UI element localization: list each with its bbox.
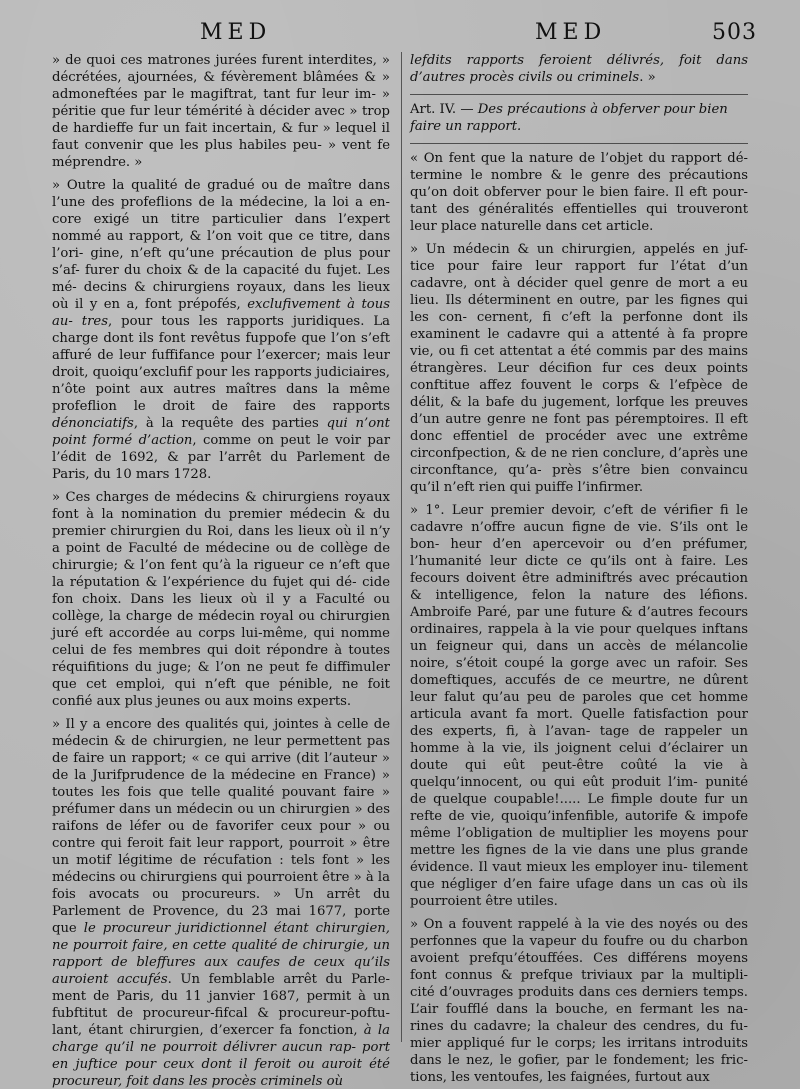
paragraph: » de quoi ces matrones jurées furent interdites, » décrétées, ajournées, & févèrement blâmées & » admoneftées par le magiftrat, tant fur leur im- » péritie que fur leur témérité à décider avec » trop de hardieffe fur un fait incertain, & fur » lequel il faut convenir que les plus habiles peu- » vent fe méprendre. » [52, 53, 390, 170]
paragraph: lefdits rapports feroient délivrés, foit dans d’autres procès civils ou criminels. » [410, 53, 748, 85]
page-number: 503 [712, 20, 757, 45]
running-head-left: MED [200, 20, 272, 45]
paragraph: » Outre la qualité de gradué ou de maître dans l’une des profeflions de la médecine, la loi a en- core exigé un titre particulier dans l’expert nommé au rapport, & l’on voit que ce titre, dans l’ori- gine, n’eft qu’une précaution de plus pour s’af- furer du choix & de la capacité du fujet. Les mé- decins & chirurgiens royaux, dans les lieux où il y en a, font prépofés, exclufivement à tous au- tres, pour tous les rapports juridiques. La charge dont ils font revêtus fuppofe que l’on s’eft affuré de leur fuffifance pour l’exercer; mais leur droit, quoiqu’exclufif pour les rapports judiciaires, n’ôte point aux autres maîtres dans la même profeflion le droit de faire des rapports dénonciatifs, à la requête des parties qui n’ont point formé d’action, comme on peut le voir par l’édit de 1692, & par l’arrêt du Parlement de Paris, du 10 mars 1728. [52, 178, 390, 482]
right-column [410, 52, 748, 1089]
article-title: Des précautions à obferver pour bien faire un rapport. [410, 102, 728, 134]
paragraph: » Ces charges de médecins & chirurgiens royaux font à la nomination du premier médecin & du premier chirurgien du Roi, dans les lieux où il n’y a point de Faculté de médecine ou de collège de chirurgie; & l’on fent qu’à la rigueur ce n’eft que la réputation & l’expérience du fujet qui dé- cide fon choix. Dans les lieux où il y a Faculté ou collège, la charge de médecin royal ou chirurgien juré eft accordée au corps lui-même, qui nomme celui de fes membres qui doit répondre à toutes réquifitions du juge; & l’on ne peut fe diffimuler que cet emploi, qui n’eft que pénible, ne foit confié aux plus jeunes ou aux moins experts. [52, 490, 390, 709]
section-rule [410, 94, 748, 95]
paragraph: » Un médecin & un chirurgien, appelés en juf- tice pour faire leur rapport fur l’état d’un cadavre, ont à décider quel genre de mort a eu lieu. Ils déterminent en outre, par les fignes qui les con- cernent, fi c’eft la perfonne dont ils examinent le cadavre qui a attenté à fa propre vie, ou fi cet attentat a été commis par des mains étrangères. Leur décifion fur ces deux points conftitue affez fouvent le corps & l’efpèce de délit, & la bafe du jugement, lorfque les preuves d’un autre genre ne font pas péremptoires. Il eft donc effentiel de procéder avec une extrême circonfpection, & de ne rien conclure, d’après une circonftance, qu’a- près s’être bien convaincu qu’il n’eft rien qui puiffe l’infirmer. [410, 242, 748, 495]
paragraph: » 1°. Leur premier devoir, c’eft de vérifier fi le cadavre n’offre aucun figne de vie. S’ils ont le bon- heur d’en apercevoir ou d’en préfumer, l’humanité leur dicte ce qu’ils ont à faire. Les fecours doivent être adminiftrés avec précaution & intelligence, felon la nature des léfions. Ambroife Paré, par une future & d’autres fecours ordinaires, rappela à la vie pour quelques inftans un feigneur qui, dans un accès de mélancolie noire, s’étoit coupé la gorge avec un rafoir. Ses domeftiques, accufés de ce meurtre, ne dûrent leur falut qu’au peu de paroles que cet homme articula avant fa mort. Quelle fatisfaction pour des experts, fi, à l’avan- tage de rappeler un homme à la vie, ils joignent celui d’éclairer un doute qui eût peut-être coûté la vie à quelqu’innocent, ou qui eût produit l’im- punité de quelque coupable!..... Le fimple doute fur un refte de vie, quoiqu’infenfible, autorife & impofe même l’obligation de multiplier les moyens pour mettre les fignes de la vie dans une plus grande évidence. Il vaut mieux les employer inu- tilement que négliger d’en faire ufage dans un cas où ils pourroient être utiles. [410, 503, 748, 909]
left-column [52, 52, 390, 1089]
section-rule [410, 143, 748, 144]
paragraph: » Il y a encore des qualités qui, jointes à celle de médecin & de chirurgien, ne leur permettent pas de faire un rapport; « ce qui arrive (dit l’auteur » de la Jurifprudence de la médecine en France) » toutes les fois que telle qualité pouvant faire » préfumer dans un médecin ou un chirurgien » des raifons de léfer ou de favorifer ceux pour » ou contre qui feroit fait leur rapport, pourroit » être un motif légitime de récufation : tels font » les médecins ou chirurgiens qui pourroient être » à la fois avocats ou procureurs. » Un arrêt du Parlement de Provence, du 23 mai 1677, porte que le procureur juridictionnel étant chirurgien, ne pourroit faire, en cette qualité de chirurgie, un rapport de bleffures aux caufes de ceux qu’ils auroient accufés. Un femblable arrêt du Parle- ment de Paris, du 11 janvier 1687, permit à un fubftitut de procureur-fifcal & procureur-poftu- lant, étant chirurgien, d’exercer fa fonction, à la charge qu’il ne pourroit délivrer aucun rap- port en juftice pour ceux dont il feroit ou auroit été procureur, foit dans les procès criminels où [52, 717, 390, 1089]
paragraph: » On a fouvent rappelé à la vie des noyés ou des perfonnes que la vapeur du foufre ou du charbon avoient prefqu’étouffées. Ces différens moyens font connus & prefque triviaux par la multipli- cité d’ouvrages produits dans ces derniers temps. L’air foufflé dans la bouche, en fermant les na- rines du cadavre; la chaleur des cendres, du fu- mier appliqué fur le corps; les irritans introduits dans le nez, le gofier, par le fondement; les fric- tions, les ventoufes, les faignées, furtout aux [410, 917, 748, 1085]
article-heading [410, 101, 748, 135]
running-head-right: MED [535, 20, 607, 45]
paragraph: « On fent que la nature de l’objet du rapport dé- termine le nombre & le genre des précautions qu’on doit obferver pour le bien faire. Il eft pour- tant des généralités effentielles qui trouveront leur place naturelle dans cet article. [410, 151, 748, 234]
column-divider [401, 52, 402, 1042]
article-label: Art. IV. — [410, 102, 474, 117]
